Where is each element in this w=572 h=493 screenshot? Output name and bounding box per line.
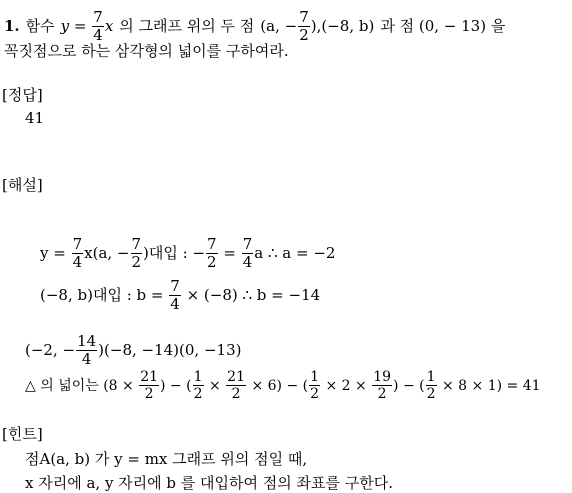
fraction: $\frac{21}{2}$ — [227, 369, 245, 402]
fraction: $\frac{7}{4}$ — [242, 235, 253, 271]
fraction-7-2: $\frac{7}{2}$ — [299, 8, 309, 44]
fraction: $\frac{7}{2}$ — [207, 235, 217, 271]
answer-heading: [정답] — [2, 86, 43, 104]
fraction: $\frac{1}{2}$ — [426, 369, 436, 402]
problem-text-b: 의 그래프 위의 두 점 — [119, 17, 255, 35]
hint-line-2: x 자리에 a, y 자리에 b 를 대입하여 점의 좌표를 구한다. — [25, 474, 394, 492]
answer-value: 41 — [25, 109, 45, 127]
fraction: $\frac{7}{4}$ — [72, 235, 83, 271]
solution-heading: [해설] — [2, 176, 43, 194]
solution-line-3: (−2, − $\frac{14}{4}$ )(−8, −14)(0, −13) — [25, 332, 242, 368]
hint-heading: [힌트] — [2, 425, 43, 443]
solution-line-1: y = $\frac{7}{4}$ x(a, − $\frac{7}{2}$ )대입 : − $\frac{7}{2}$ = $\frac{7}{4}$ a ∴ a = −2 — [40, 235, 336, 271]
fraction: $\frac{19}{2}$ — [373, 369, 392, 402]
equals-sign: = — [73, 17, 87, 35]
fraction: $\frac{7}{4}$ — [170, 277, 180, 313]
solution-line-2: (−8, b)대입 : b = $\frac{7}{4}$ × (−8) ∴ b = −14 — [40, 277, 321, 313]
problem-line-2: 꼭짓점으로 하는 삼각형의 넓이를 구하여라. — [4, 42, 289, 60]
fraction-7-4: $\frac{7}{4}$ — [93, 8, 103, 44]
fraction: $\frac{1}{2}$ — [193, 369, 203, 402]
var-y: y — [60, 17, 70, 35]
problem-number: 1. — [4, 17, 20, 35]
solution-line-4: △ 의 넓이는 (8 × $\frac{21}{2}$ ) − ( $\frac{1}{2}$ × $\frac{21}{2}$ × 6) − ( $\frac{1}{2}$ × 2 × $\frac{19}{2}$ ) − ( $\frac{1}{2}$ × 8 × 1) = 41 — [25, 369, 541, 402]
point-1-close: ),(−8, b) — [310, 17, 375, 35]
fraction: $\frac{7}{2}$ — [131, 235, 142, 271]
problem-line-1 — [4, 10, 505, 43]
point-1-open: (a, − — [260, 17, 298, 35]
hint-line-1: 점A(a, b) 가 y = mx 그래프 위의 점일 때, — [25, 450, 308, 468]
problem-text-a: 함수 — [25, 17, 55, 35]
problem-text-c: 과 점 (0, − 13) 을 — [380, 17, 506, 35]
fraction: $\frac{21}{2}$ — [140, 369, 159, 402]
fraction: $\frac{1}{2}$ — [310, 369, 320, 402]
var-x: x — [104, 17, 114, 35]
fraction: $\frac{14}{4}$ — [77, 332, 97, 368]
